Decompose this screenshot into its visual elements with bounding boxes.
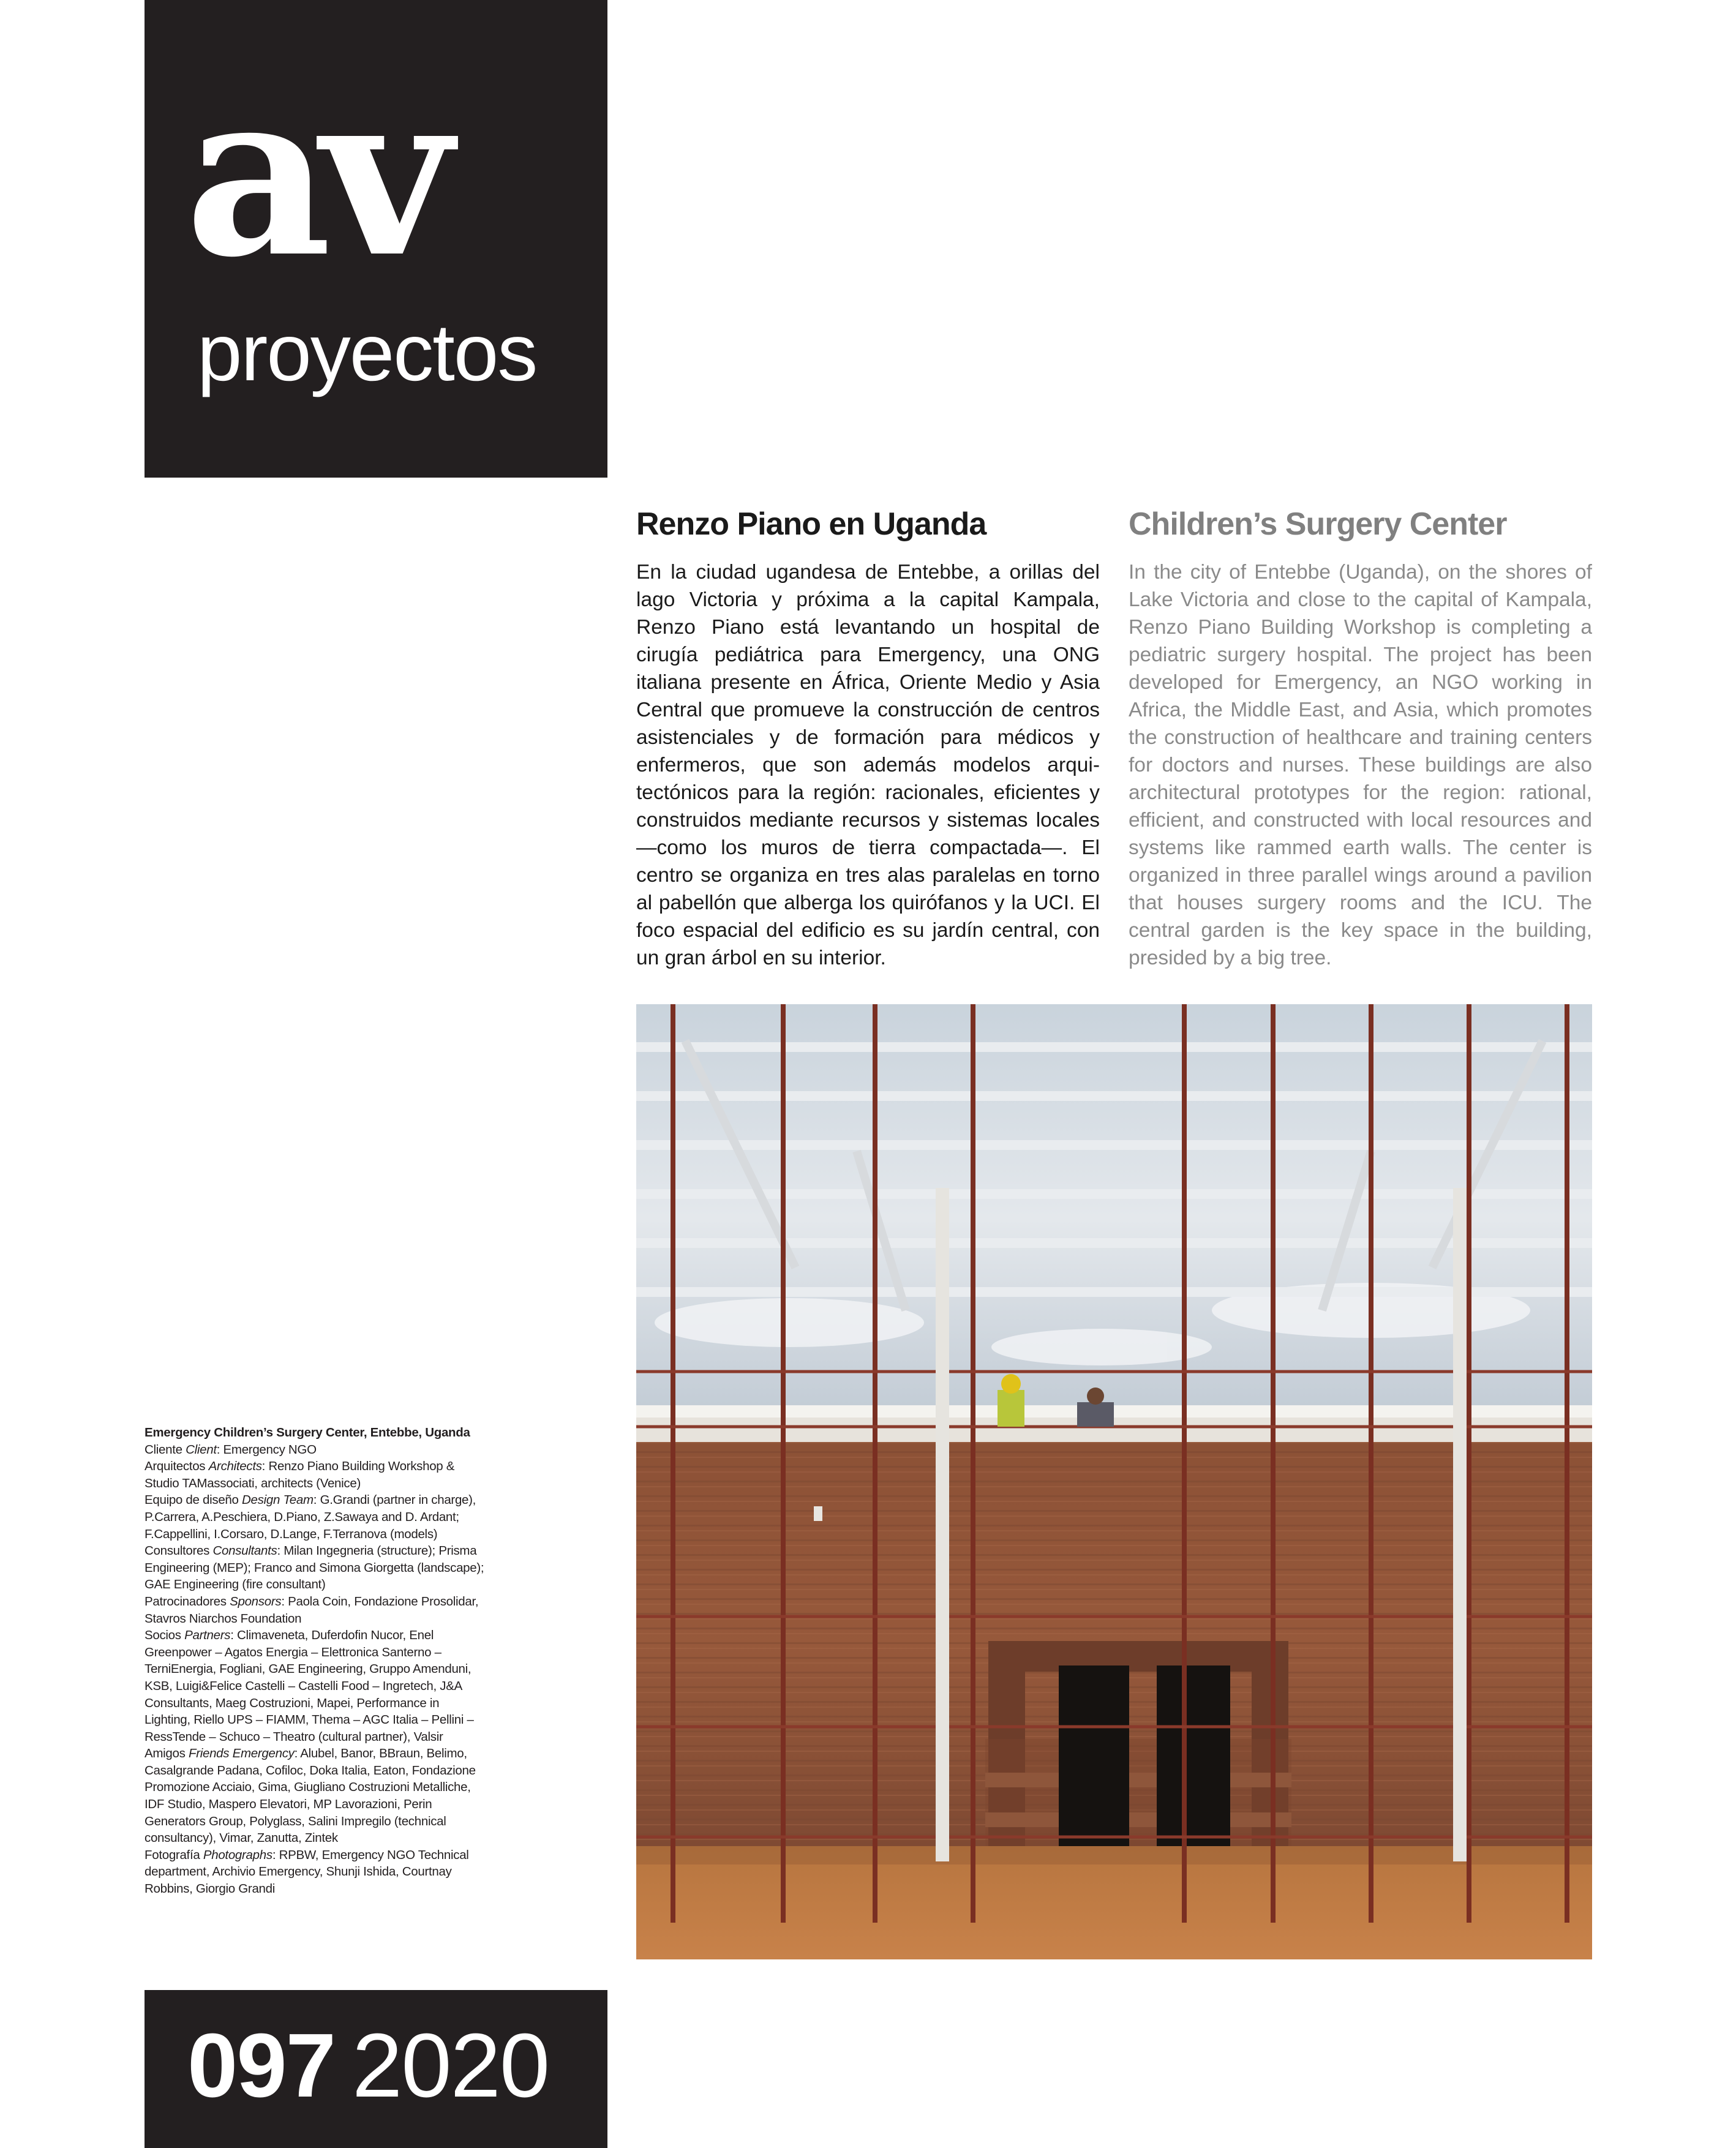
article-title-english: Children’s Surgery Center <box>1129 506 1507 542</box>
credit-text: G.Grandi (partner in charge), P.Carrera, A.Peschiera, D.Piano, Z.Sawaya and D. Ardant; F.Cappellini, I.Corsaro, D.Lange, F.Terranova (models) <box>145 1493 476 1541</box>
issue-year: 2020 <box>351 2015 549 2116</box>
credit-text: Renzo Piano Building Workshop & Studio TAMassociati, architects (Venice) <box>145 1459 455 1490</box>
credit-entry-friends: Amigos Friends Emergency: Alubel, Banor, BBraun, Belimo, Casalgrande Padana, Cofiloc, Doka Italia, Eaton, Fondazione Promozione Acciaio, Gima, Giugliano Costruzioni Metalliche, IDF Studio, Maspero Elevatori, MP Lavorazioni, Perin Generators Group, Polyglass, Salini Impregilo (technical consultancy), Vimar, Zanutta, Zintek <box>145 1746 476 1846</box>
article-body-english: In the city of Entebbe (Uganda), on the shores of Lake Victoria and close to the capital of Kampala, Renzo Piano Building Workshop is completing a pediatric surgery hospital. The project has been developed for Emergency, an NGO working in Africa, the Middle East, and Asia, which promotes the construction of healthcare and training centers for doctors and nurses. These buildings are also architectural prototypes for the region: rational, efficient, and constructed with local resources and systems like rammed earth walls. The center is organized in three parallel wings around a pavilion that houses surgery rooms and the ICU. The central garden is the key space in the building, presided by a big tree. <box>1129 561 1592 969</box>
credit-label-es: Consultores <box>145 1544 210 1558</box>
credit-label-en: Partners <box>184 1628 231 1643</box>
credit-entry-design-team: Equipo de diseño Design Team: G.Grandi (partner in charge), P.Carrera, A.Peschiera, D.Piano, Z.Sawaya and D. Ardant; F.Cappellini, I.Corsaro, D.Lange, F.Terranova (models) <box>145 1493 476 1541</box>
credit-label-es: Equipo de diseño <box>145 1493 239 1508</box>
credit-label-en: Sponsors <box>230 1594 282 1609</box>
credit-label-es: Socios <box>145 1628 181 1643</box>
credit-entry-client: Cliente Client: Emergency NGO <box>145 1442 317 1457</box>
credit-text: Alubel, Banor, BBraun, Belimo, Casalgrande Padana, Cofiloc, Doka Italia, Eaton, Fondazione Promozione Acciaio, Gima, Giugliano Costruzioni Metalliche, IDF Studio, Maspero Elevatori, MP Lavorazioni, Perin Generators Group, Polyglass, Salini Impregilo (technical consultancy), Vimar, Zanutta, Zintek <box>145 1746 476 1846</box>
credit-label-en: Photographs <box>203 1847 272 1862</box>
credit-entry-photographs: Fotografía Photographs: RPBW, Emergency NGO Technical department, Archivio Emergency, Shunji Ishida, Courtnay Robbins, Giorgio Grandi <box>145 1847 469 1896</box>
credit-entry-consultants: Consultores Consultants: Milan Ingegneria (structure); Prisma Engineering (MEP); Franco and Simona Giorgetta (landscape); GAE Engineering (fire consultant) <box>145 1544 484 1592</box>
credit-text: RPBW, Emergency NGO Technical department, Archivio Emergency, Shunji Ishida, Courtnay Robbins, Giorgio Grandi <box>145 1847 469 1896</box>
construction-site-photo <box>636 1004 1592 1959</box>
article-title-spanish: Renzo Piano en Uganda <box>636 506 986 542</box>
credit-label-en: Client <box>186 1442 217 1457</box>
credit-entry-architects: Arquitectos Architects: Renzo Piano Building Workshop & Studio TAMassociati, architects (Venice) <box>145 1459 455 1490</box>
issue-number-block <box>145 1990 607 2148</box>
credit-label-en: Design Team <box>242 1493 314 1508</box>
issue-label <box>187 2015 549 2116</box>
credit-label-es: Cliente <box>145 1442 182 1457</box>
credit-label-es: Patrocinadores <box>145 1594 227 1609</box>
logo-subtitle: proyectos <box>197 307 537 397</box>
credit-label-es: Amigos <box>145 1746 186 1761</box>
credit-label-en: Friends Emergency <box>188 1746 295 1761</box>
credit-entry-sponsors: Patrocinadores Sponsors: Paola Coin, Fondazione Prosolidar, Stavros Niarchos Foundation <box>145 1594 479 1626</box>
credits-project-title: Emergency Children’s Surgery Center, Entebbe, Uganda <box>145 1425 470 1440</box>
credit-label-es: Arquitectos <box>145 1459 206 1474</box>
credit-label-es: Fotografía <box>145 1847 200 1862</box>
credit-entry-partners: Socios Partners: Climaveneta, Duferdofin Nucor, Enel Greenpower – Agatos Energia – Elettronica Santerno – TerniEnergia, Fogliani, GAE Engineering, Gruppo Amenduni, KSB, Luigi&Felice Castelli – Castelli Food – Ingretech, J&A Consultants, Maeg Costruzioni, Mapei, Performance in Lighting, Riello UPS – FIAMM, Thema – AGC Italia – Pellini – RessTende – Schuco – Theatro (cultural partner), Valsir <box>145 1628 474 1744</box>
credit-text: Emergency NGO <box>223 1442 317 1457</box>
credit-label-en: Architects <box>208 1459 262 1474</box>
credit-label-en: Consultants <box>212 1544 277 1558</box>
issue-number: 097 <box>187 2015 335 2116</box>
logo-av: av <box>185 42 442 307</box>
article-body-spanish: En la ciudad ugandesa de Entebbe, a orillas del lago Victoria y próxima a la capital Kampala, Renzo Piano está levantando un hospital de cirugía pediátrica para Emergency, una ONG italiana presente en África, Oriente Medio y Asia Central que promueve la construcción de centros asistenciales y de formación para médicos y enfermeros, que son además modelos arquitectónicos para la región: racionales, eficientes y construidos mediante recursos y sistemas locales —como los muros de tierra compactada—. El centro se organiza en tres alas paralelas en torno al pabellón que alberga los quirófanos y la UCI. El foco espacial del edificio es su jardín central, con un gran árbol en su interior. <box>636 561 1100 969</box>
credits-block <box>145 1424 487 1898</box>
credit-text: Climaveneta, Duferdofin Nucor, Enel Greenpower – Agatos Energia – Elettronica Santerno – TerniEnergia, Fogliani, GAE Engineering, Gruppo Amenduni, KSB, Luigi&Felice Castelli – Castelli Food – Ingretech, J&A Consultants, Maeg Costruzioni, Mapei, Performance in Lighting, Riello UPS – FIAMM, Thema – AGC Italia – Pellini – RessTende – Schuco – Theatro (cultural partner), Valsir <box>145 1628 474 1744</box>
masthead-logo-block <box>145 0 607 478</box>
credit-text: Milan Ingegneria (structure); Prisma Engineering (MEP); Franco and Simona Giorgetta (landscape); GAE Engineering (fire consultant) <box>145 1544 484 1592</box>
credit-text: Paola Coin, Fondazione Prosolidar, Stavros Niarchos Foundation <box>145 1594 479 1626</box>
